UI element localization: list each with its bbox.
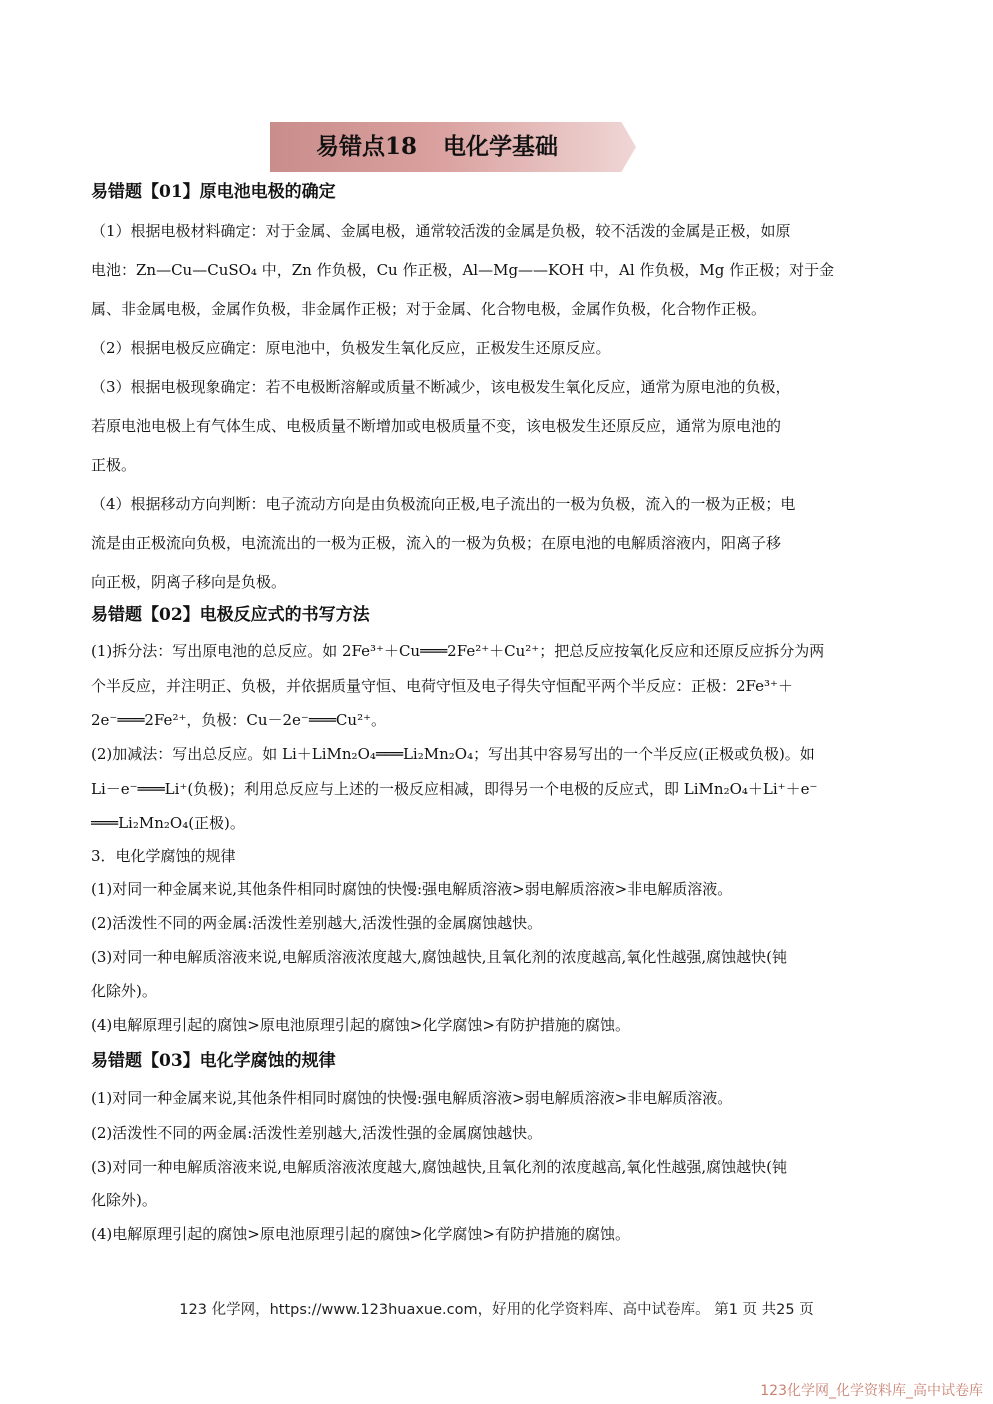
paragraph-line: 电池：Zn—Cu—CuSO₄ 中，Zn 作负极，Cu 作正极，Al—Mg——KOH 中，Al 作负极，Mg 作正极；对于金 — [91, 261, 835, 279]
paragraph-line: 化除外)。 — [91, 982, 157, 1000]
paragraph-line: 3．电化学腐蚀的规律 — [91, 847, 236, 865]
paragraph-line: 个半反应，并注明正、负极，并依据质量守恒、电荷守恒及电子得失守恒配平两个半反应：正极：2Fe³⁺＋ — [91, 677, 793, 695]
paragraph-line: (3)对同一种电解质溶液来说,电解质溶液浓度越大,腐蚀越快,且氧化剂的浓度越高,氧化性越强,腐蚀越快(钝 — [91, 1158, 787, 1176]
section-heading-03: 易错题【03】电化学腐蚀的规律 — [91, 1051, 336, 1071]
paragraph-line: Li－e⁻═══Li⁺(负极)；利用总反应与上述的一极反应相减，即得另一个电极的反应式，即 LiMn₂O₄＋Li⁺＋e⁻ — [91, 780, 818, 798]
paragraph-line: 正极。 — [91, 456, 137, 474]
paragraph-line: 流是由正极流向负极，电流流出的一极为正极，流入的一极为负极；在原电池的电解质溶液内，阳离子移 — [91, 534, 782, 552]
paragraph-line: 2e⁻═══2Fe²⁺，负极：Cu－2e⁻═══Cu²⁺。 — [91, 711, 387, 729]
paragraph-line: (4)电解原理引起的腐蚀>原电池原理引起的腐蚀>化学腐蚀>有防护措施的腐蚀。 — [91, 1016, 630, 1034]
paragraph-line: ═══Li₂Mn₂O₄(正极)。 — [91, 814, 245, 832]
paragraph-line: （4）根据移动方向判断：电子流动方向是由负极流向正极,电子流出的一极为负极，流入的一极为正极；电 — [91, 495, 796, 513]
paragraph-line: (2)加减法：写出总反应。如 Li＋LiMn₂O₄═══Li₂Mn₂O₄；写出其中容易写出的一个半反应(正极或负极)。如 — [91, 745, 815, 763]
paragraph-line: (1)对同一种金属来说,其他条件相同时腐蚀的快慢:强电解质溶液>弱电解质溶液>非电解质溶液。 — [91, 880, 733, 898]
title-subject: 电化学基础 — [443, 133, 559, 160]
paragraph-line: （3）根据电极现象确定：若不电极断溶解或质量不断减少，该电极发生氧化反应，通常为原电池的负极， — [91, 378, 791, 396]
paragraph-line: （1）根据电极材料确定：对于金属、金属电极，通常较活泼的金属是负极，较不活泼的金属是正极，如原 — [91, 222, 791, 240]
paragraph-line: (2)活泼性不同的两金属:活泼性差别越大,活泼性强的金属腐蚀越快。 — [91, 914, 543, 932]
paragraph-line: （2）根据电极反应确定：原电池中，负极发生氧化反应，正极发生还原反应。 — [91, 339, 611, 357]
title-label: 易错点18 — [316, 133, 418, 160]
paragraph-line: (2)活泼性不同的两金属:活泼性差别越大,活泼性强的金属腐蚀越快。 — [91, 1124, 543, 1142]
section-heading-02: 易错题【02】电极反应式的书写方法 — [91, 605, 370, 625]
paragraph-line: (1)拆分法：写出原电池的总反应。如 2Fe³⁺＋Cu═══2Fe²⁺＋Cu²⁺；把总反应按氧化反应和还原反应拆分为两 — [91, 642, 825, 660]
page-footer: 123 化学网，https://www.123huaxue.com，好用的化学资料库、高中试卷库。 第1 页 共25 页 — [179, 1302, 814, 1318]
paragraph-line: (3)对同一种电解质溶液来说,电解质溶液浓度越大,腐蚀越快,且氧化剂的浓度越高,氧化性越强,腐蚀越快(钝 — [91, 948, 787, 966]
page-title — [316, 130, 558, 164]
paragraph-line: (4)电解原理引起的腐蚀>原电池原理引起的腐蚀>化学腐蚀>有防护措施的腐蚀。 — [91, 1225, 630, 1243]
paragraph-line: (1)对同一种金属来说,其他条件相同时腐蚀的快慢:强电解质溶液>弱电解质溶液>非电解质溶液。 — [91, 1089, 733, 1107]
paragraph-line: 属、非金属电极，金属作负极，非金属作正极；对于金属、化合物电极，金属作负极，化合物作正极。 — [91, 300, 767, 318]
site-watermark: 123化学网_化学资料库_高中试卷库 — [760, 1383, 983, 1399]
paragraph-line: 化除外)。 — [91, 1191, 157, 1209]
paragraph-line: 向正极，阴离子移向是负极。 — [91, 573, 287, 591]
section-heading-01: 易错题【01】原电池电极的确定 — [91, 182, 336, 202]
paragraph-line: 若原电池电极上有气体生成、电极质量不断增加或电极质量不变，该电极发生还原反应，通常为原电池的 — [91, 417, 782, 435]
